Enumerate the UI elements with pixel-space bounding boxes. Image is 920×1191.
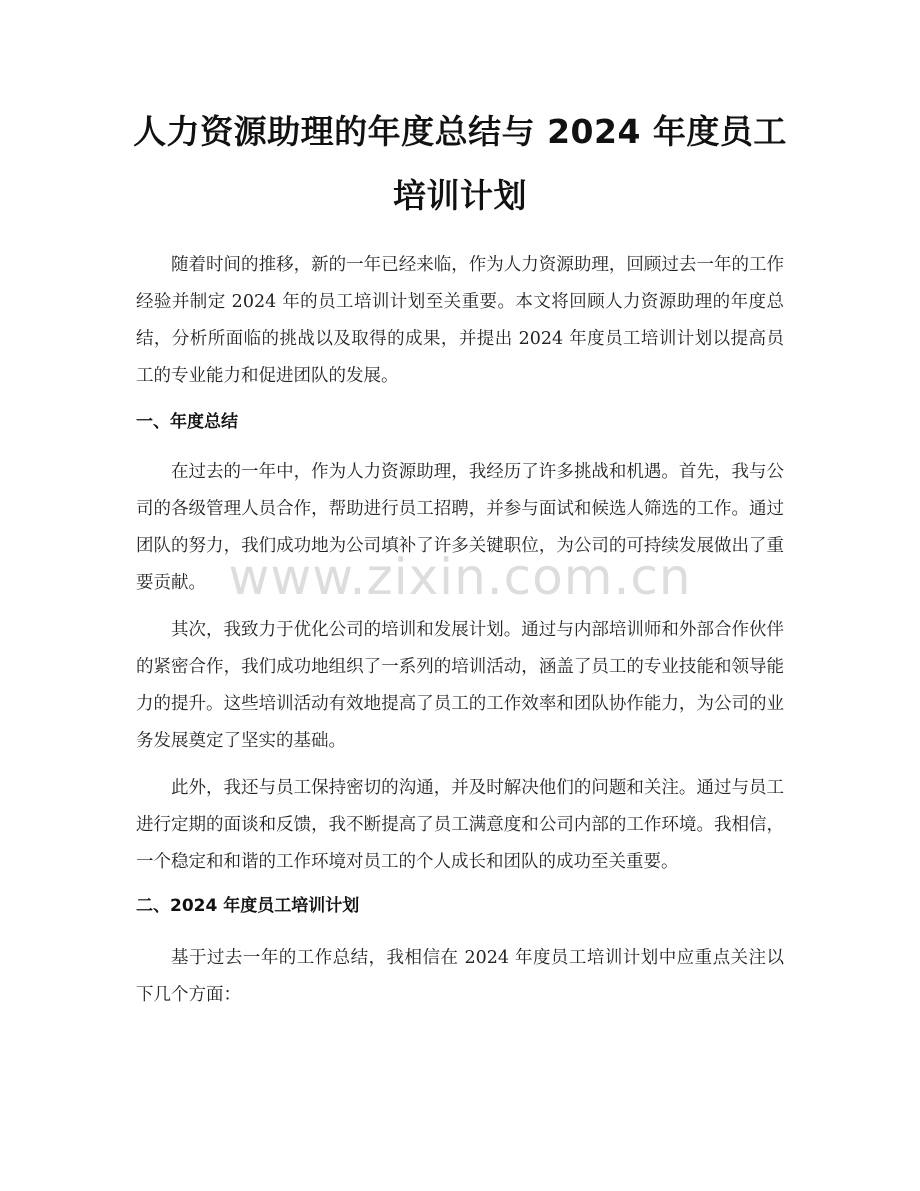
section-2-heading: 二、2024 年度员工培训计划 [136,896,360,916]
section-2-paragraph-1: 基于过去一年的工作总结，我相信在 2024 年度员工培训计划中应重点关注以下几个方面： [136,948,784,1005]
section-1-paragraph-1: 在过去的一年中，作为人力资源助理，我经历了许多挑战和机遇。首先，我与公司的各级管理人员合作，帮助进行员工招聘，并参与面试和候选人筛选的工作。通过团队的努力，我们成功地为公司填补了许多关键职位，为公司的可持续发展做出了重要贡献。 [136,462,784,593]
document-title: 人力资源助理的年度总结与 2024 年度员工培训计划 [133,112,787,215]
section-1-paragraph-3: 此外，我还与员工保持密切的沟通，并及时解决他们的问题和关注。通过与员工进行定期的面谈和反馈，我不断提高了员工满意度和公司内部的工作环境。我相信，一个稳定和和谐的工作环境对员工的个人成长和团队的成功至关重要。 [136,778,784,872]
watermark-text: www.zixin.com.cn [228,548,692,606]
section-1-heading: 一、年度总结 [136,412,238,432]
section-1-paragraph-2: 其次，我致力于优化公司的培训和发展计划。通过与内部培训师和外部合作伙伴的紧密合作，我们成功地组织了一系列的培训活动，涵盖了员工的专业技能和领导能力的提升。这些培训活动有效地提高了员工的工作效率和团队协作能力，为公司的业务发展奠定了坚实的基础。 [136,620,784,751]
intro-paragraph: 随着时间的推移，新的一年已经来临，作为人力资源助理，回顾过去一年的工作经验并制定 2024 年的员工培训计划至关重要。本文将回顾人力资源助理的年度总结，分析所面临的挑战以及取得的成果，并提出 2024 年度员工培训计划以提高员工的专业能力和促进团队的发展。 [136,255,784,386]
